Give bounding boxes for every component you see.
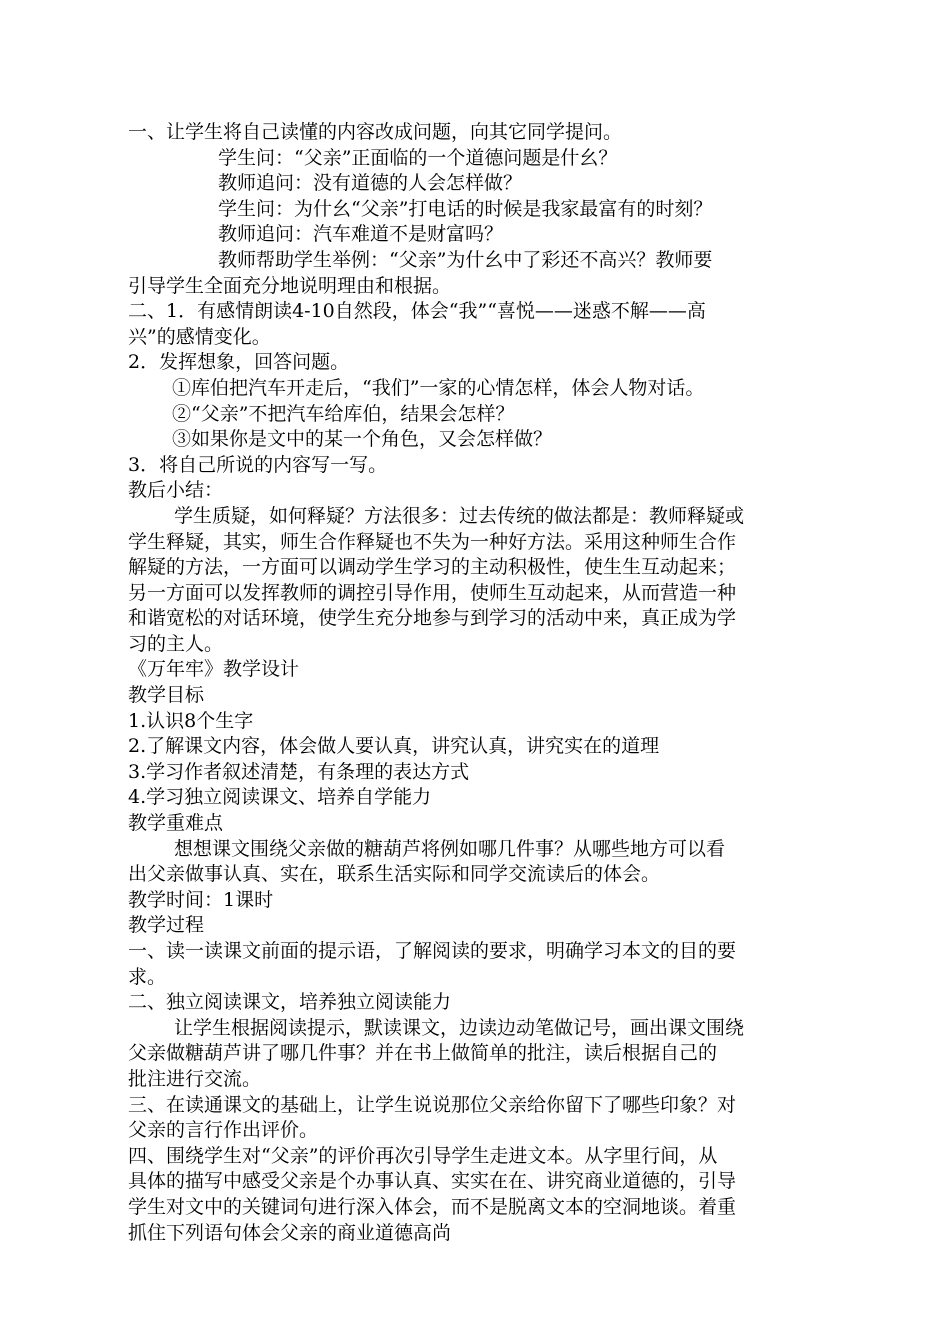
paragraph-line: 解疑的方法，一方面可以调动学生学习的主动积极性，使生生互动起来； [128,556,737,579]
paragraph-line: 一、读一读课文前面的提示语，了解阅读的要求，明确学习本文的目的要 [128,940,737,962]
document-title: 《万年牢》教学设计 [128,658,300,681]
paragraph-line: 让学生根据阅读提示，默读课文，边读边动笔做记号，画出课文围绕 [174,1016,745,1039]
paragraph-line: 抓住下列语句体会父亲的商业道德高尚 [128,1221,452,1244]
paragraph-line: 具体的描写中感受父亲是个办事认真、实实在在、讲究商业道德的，引导 [128,1170,737,1193]
paragraph-line: 习的主人。 [128,632,224,655]
dialogue-line: 学生问：“父亲”正面临的一个道德问题是什幺？ [218,146,618,169]
paragraph-line: 求。 [128,965,167,988]
paragraph-line: 批注进行交流。 [128,1067,262,1090]
list-item: 3．将自己所说的内容写一写。 [128,453,388,476]
paragraph-line: 另一方面可以发挥教师的调控引导作用，使师生互动起来，从而营造一种 [128,581,737,604]
paragraph-line: 四、围绕学生对“父亲”的评价再次引导学生走进文本。从字里行间，从 [128,1144,718,1167]
section-heading: 二、独立阅读课文，培养独立阅读能力 [128,991,452,1014]
section-heading: 教后小结： [128,479,224,502]
text-line: 引导学生全面充分地说明理由和根据。 [128,274,452,297]
document-body [128,120,824,1246]
list-item: 2．发挥想象，回答问题。 [128,351,350,374]
text-line: 兴”的感情变化。 [128,325,271,348]
section-heading: 教学时间：1课时 [128,888,274,911]
list-item: ③如果你是文中的某一个角色，又会怎样做？ [172,428,553,451]
section-heading: 教学目标 [128,684,205,707]
paragraph-line: 父亲的言行作出评价。 [128,1119,319,1142]
list-item: 2.了解课文内容，体会做人要认真，讲究认真，讲究实在的道理 [128,735,660,758]
dialogue-line: 教师帮助学生举例：“父亲”为什幺中了彩还不高兴？教师要 [218,248,713,271]
dialogue-line: 教师追问：汽车难道不是财富吗？ [218,223,504,246]
list-item: ②“父亲”不把汽车给库伯，结果会怎样？ [172,402,515,425]
section-heading: 二、1．有感情朗读4-10自然段，体会“我”“喜悦——迷惑不解——高 [128,300,706,323]
paragraph-line: 学生质疑，如何释疑？方法很多：过去传统的做法都是：教师释疑或 [174,504,745,527]
section-heading: 教学过程 [128,914,205,937]
list-item: ①库伯把汽车开走后，“我们”一家的心情怎样，体会人物对话。 [172,376,705,399]
paragraph-line: 和谐宽松的对话环境，使学生充分地参与到学习的活动中来，真正成为学 [128,607,737,630]
section-heading: 教学重难点 [128,812,224,835]
list-item: 3.学习作者叙述清楚，有条理的表达方式 [128,760,470,783]
paragraph-line: 想想课文围绕父亲做的糖葫芦将例如哪几件事？从哪些地方可以看 [174,837,726,860]
paragraph-line: 学生释疑，其实，师生合作释疑也不失为一种好方法。采用这种师生合作 [128,530,737,553]
paragraph-line: 父亲做糖葫芦讲了哪几件事？并在书上做简单的批注，读后根据自己的 [128,1042,718,1065]
dialogue-line: 教师追问：没有道德的人会怎样做？ [218,172,523,195]
paragraph-line: 三、在读通课文的基础上，让学生说说那位父亲给你留下了哪些印象？对 [128,1093,737,1116]
list-item: 1.认识8个生字 [128,709,254,732]
list-item: 4.学习独立阅读课文、培养自学能力 [128,786,432,809]
paragraph-line: 学生对文中的关键词句进行深入体会，而不是脱离文本的空洞地谈。着重 [128,1195,737,1218]
section-heading: 一、让学生将自己读懂的内容改成问题，向其它同学提问。 [128,121,623,143]
dialogue-line: 学生问：为什幺“父亲”打电话的时候是我家最富有的时刻？ [218,197,713,220]
paragraph-line: 出父亲做事认真、实在，联系生活实际和同学交流读后的体会。 [128,863,661,886]
